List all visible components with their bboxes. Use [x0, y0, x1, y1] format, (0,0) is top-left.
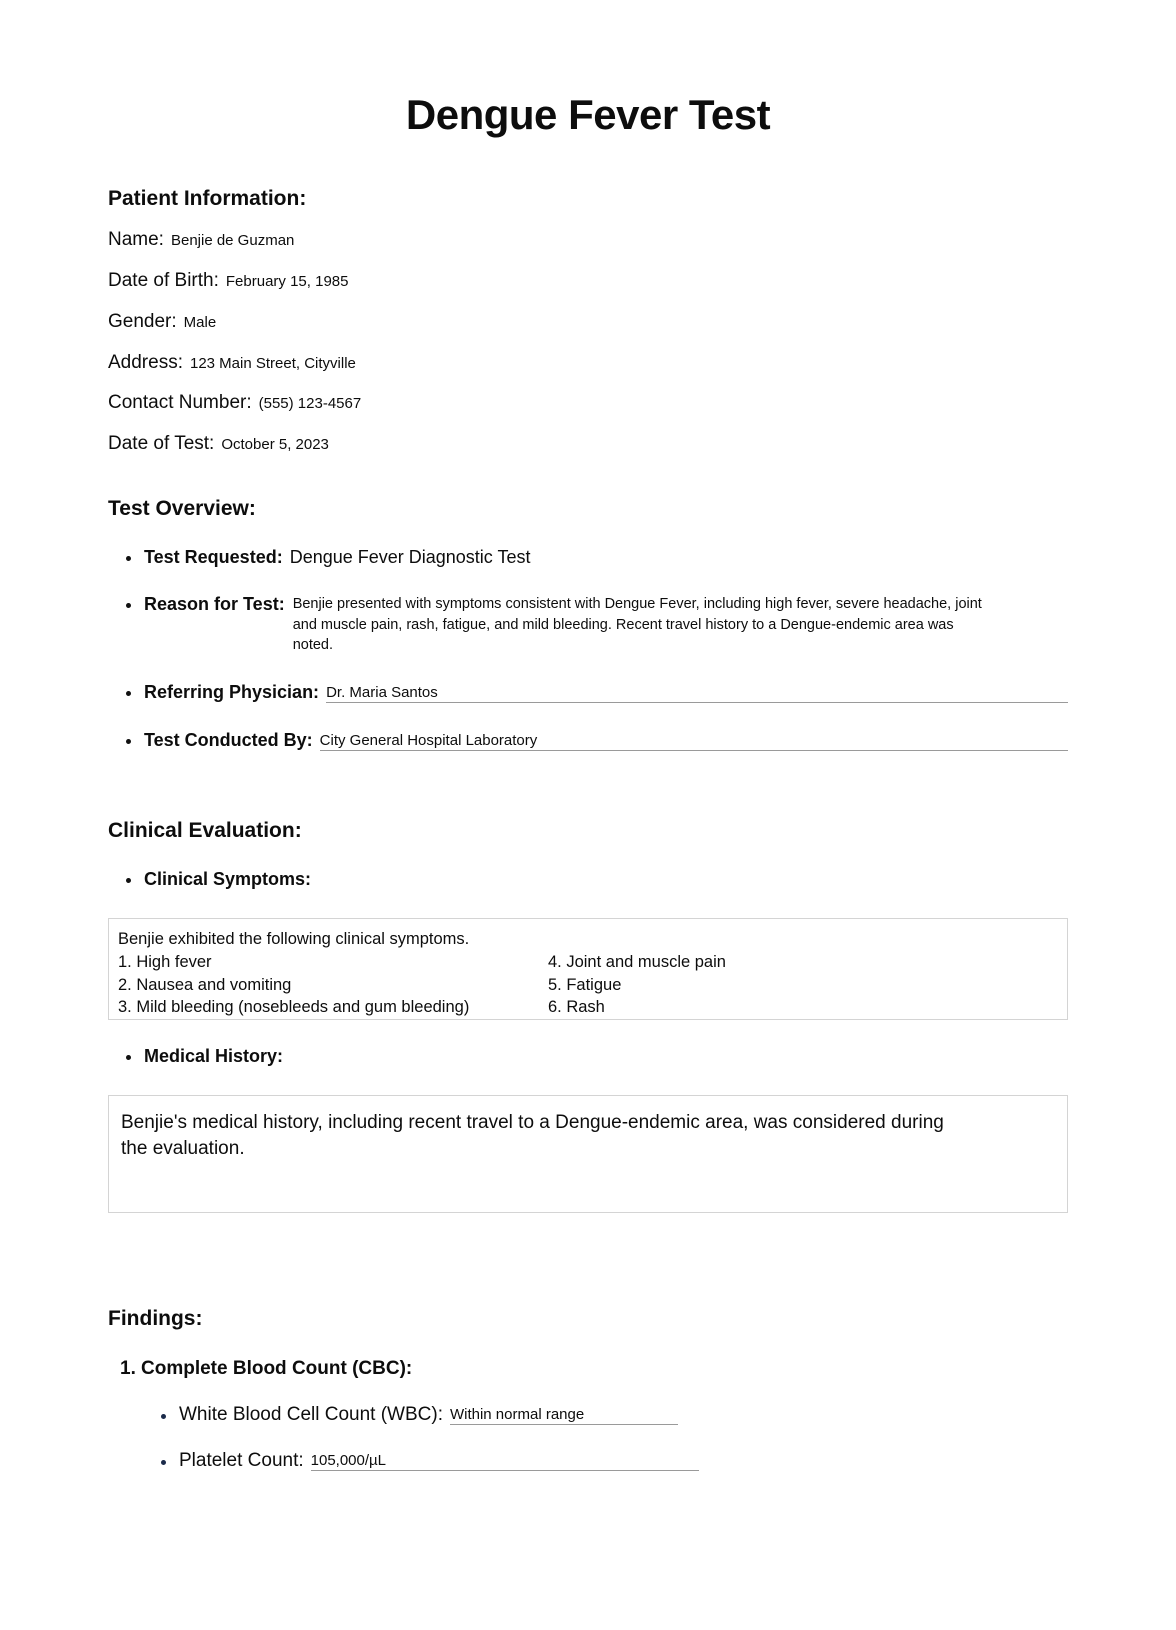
medical-history-item [108, 1046, 1068, 1067]
symptoms-intro-text: Benjie exhibited the following clinical symptoms. [118, 929, 470, 948]
field-value: Male [183, 313, 217, 331]
page-title: Dengue Fever Test [405, 91, 771, 138]
field-value: February 15, 1985 [225, 273, 349, 291]
field-label: Address: [108, 351, 183, 373]
patient-field-gender [108, 310, 1068, 334]
finding-sub-list [141, 1404, 1068, 1472]
field-label: Name: [108, 229, 164, 251]
medical-history-bullet-list [108, 1046, 1068, 1067]
findings-list [108, 1358, 1068, 1472]
field-label: Contact Number: [108, 392, 252, 414]
patient-field-date-of-test [108, 432, 1068, 456]
patient-field-name [108, 228, 1068, 252]
medical-history-box [108, 1095, 1068, 1213]
patient-information-heading: Patient Information: [108, 187, 307, 211]
test-overview-list [108, 547, 1068, 752]
field-value: (555) 123-4567 [258, 395, 362, 413]
symptoms-grid [118, 951, 1057, 1019]
clinical-symptoms-label: Clinical Symptoms: [144, 868, 312, 889]
referring-physician-label: Referring Physician: [144, 681, 320, 702]
finding-platelet-row [141, 1450, 1068, 1472]
patient-field-date-of-birth [108, 269, 1068, 293]
field-value: October 5, 2023 [221, 436, 329, 454]
symptom-item: 2. Nausea and vomiting [118, 975, 292, 994]
field-value: Benjie de Guzman [170, 232, 295, 250]
platelet-count-label: Platelet Count: [179, 1450, 304, 1472]
clinical-symptoms-bullet-list [108, 869, 1068, 890]
test-requested-item [108, 547, 1068, 568]
patient-information-fields [108, 228, 1068, 456]
test-conducted-by-item [108, 730, 1068, 752]
test-requested-label: Test Requested: [144, 547, 283, 568]
wbc-label: White Blood Cell Count (WBC): [179, 1404, 443, 1426]
clinical-evaluation-heading: Clinical Evaluation: [108, 818, 302, 842]
finding-complete-blood-count [108, 1358, 1068, 1472]
medical-history-text: Benjie's medical history, including recent travel to a Dengue-endemic area, was considered during the evaluation. [121, 1111, 944, 1159]
reason-for-test-label: Reason for Test: [144, 594, 285, 615]
symptom-item: 1. High fever [118, 952, 212, 971]
symptom-item: 3. Mild bleeding (nosebleeds and gum bleeding) [118, 998, 470, 1017]
test-overview-heading: Test Overview: [108, 496, 256, 520]
referring-physician-field[interactable]: Dr. Maria Santos [326, 684, 1068, 703]
field-label: Date of Test: [108, 433, 215, 455]
patient-field-contact-number [108, 391, 1068, 415]
reason-for-test-value: Benjie presented with symptoms consistent with Dengue Fever, including high fever, severe headache, joint and muscle pain, rash, fatigue, and mild bleeding. Recent travel history to a Dengue-endemic area was noted. [292, 596, 982, 654]
test-conducted-by-field[interactable]: City General Hospital Laboratory [320, 732, 1068, 751]
field-label: Date of Birth: [108, 270, 219, 292]
symptom-item: 4. Joint and muscle pain [548, 952, 726, 971]
findings-heading: Findings: [108, 1306, 203, 1330]
field-label: Gender: [108, 310, 177, 332]
medical-history-label: Medical History: [144, 1045, 284, 1066]
test-requested-value: Dengue Fever Diagnostic Test [289, 547, 531, 568]
reason-for-test-item [108, 594, 1068, 656]
test-conducted-by-label: Test Conducted By: [144, 729, 313, 750]
clinical-symptoms-item [108, 869, 1068, 890]
patient-field-address [108, 351, 1068, 375]
symptom-item: 5. Fatigue [548, 975, 622, 994]
symptom-item: 6. Rash [548, 998, 605, 1017]
finding-wbc-row [141, 1404, 1068, 1426]
field-value: 123 Main Street, Cityville [189, 354, 356, 372]
wbc-value-field[interactable]: Within normal range [450, 1406, 678, 1425]
referring-physician-item [108, 682, 1068, 704]
finding-title: Complete Blood Count (CBC): [141, 1358, 413, 1380]
platelet-count-value-field[interactable]: 105,000/µL [311, 1452, 699, 1471]
clinical-symptoms-box [108, 918, 1068, 1020]
